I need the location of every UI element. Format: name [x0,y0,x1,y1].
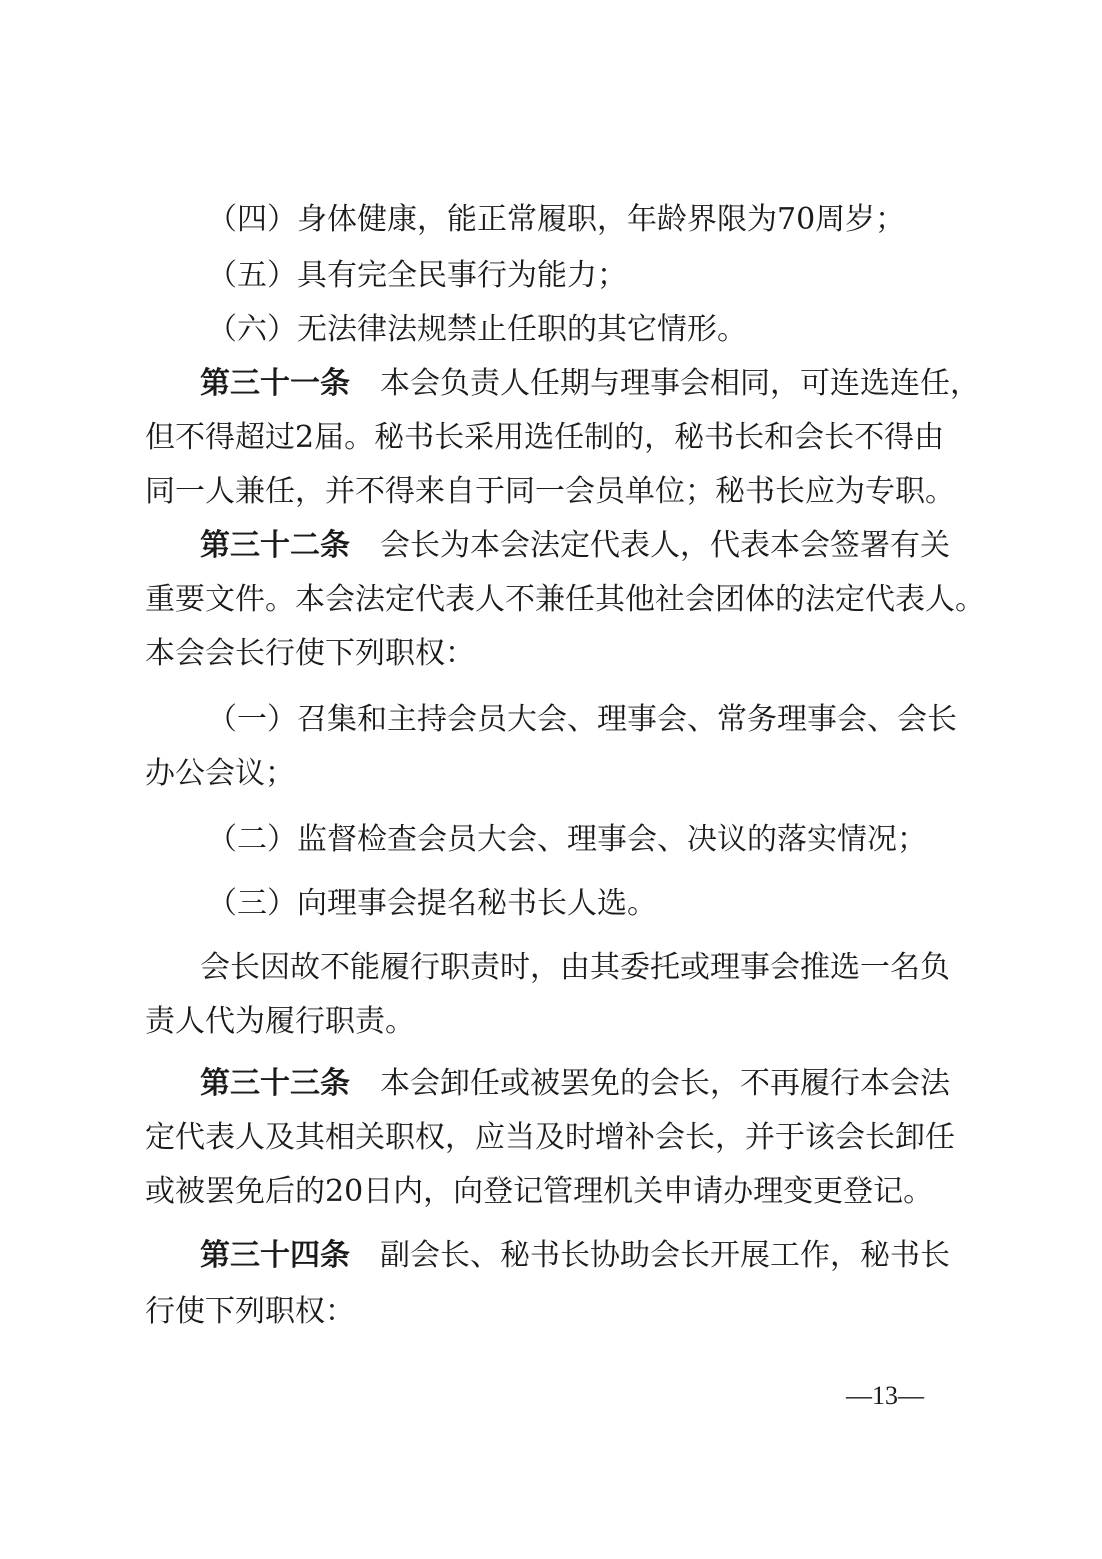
article-32-line-1: 会长为本会法定代表人，代表本会签署有关 [380,528,950,563]
article-31-line-2: 但不得超过2届。秘书长采用选任制的，秘书长和会长不得由 [145,420,945,455]
page-number: —13— [846,1381,924,1410]
article-32-item-3: （三）向理事会提名秘书长人选。 [207,886,657,921]
article-heading: 第三十四条 [200,1238,350,1273]
article-heading: 第三十二条 [200,528,350,563]
article-33-line-3: 或被罢免后的20日内，向登记管理机关申请办理变更登记。 [145,1174,934,1209]
article-33-heading [200,1060,350,1108]
article-32-line-2: 重要文件。本会法定代表人不兼任其他社会团体的法定代表人。 [145,582,985,617]
article-32-heading [200,522,350,570]
article-32-item-1: （一）召集和主持会员大会、理事会、常务理事会、会长 [207,702,957,737]
president-absence-line-2: 责人代为履行职责。 [145,1004,415,1039]
article-32-item-2: （二）监督检查会员大会、理事会、决议的落实情况； [207,822,927,857]
article-31-line-3: 同一人兼任，并不得来自于同一会员单位；秘书长应为专职。 [145,474,955,509]
article-34-heading [200,1232,350,1280]
article-33-line-1: 本会卸任或被罢免的会长，不再履行本会法 [380,1066,950,1101]
article-34-line-2: 行使下列职权： [145,1294,355,1329]
article-32-item-1-cont: 办公会议； [145,756,295,791]
article-33-line-2: 定代表人及其相关职权，应当及时增补会长，并于该会长卸任 [145,1120,955,1155]
article-34-line-1: 副会长、秘书长协助会长开展工作，秘书长 [380,1238,950,1273]
item-four: （四）身体健康，能正常履职，年龄界限为70周岁； [207,202,906,237]
article-heading: 第三十一条 [200,366,350,401]
article-31-heading [200,360,350,408]
article-heading: 第三十三条 [200,1066,350,1101]
president-absence-line-1: 会长因故不能履行职责时，由其委托或理事会推选一名负 [200,950,950,985]
item-six: （六）无法律法规禁止任职的其它情形。 [207,312,747,347]
article-31-line-1: 本会负责人任期与理事会相同，可连选连任， [380,366,980,401]
article-32-line-3: 本会会长行使下列职权： [145,636,475,671]
item-five: （五）具有完全民事行为能力； [207,258,627,293]
